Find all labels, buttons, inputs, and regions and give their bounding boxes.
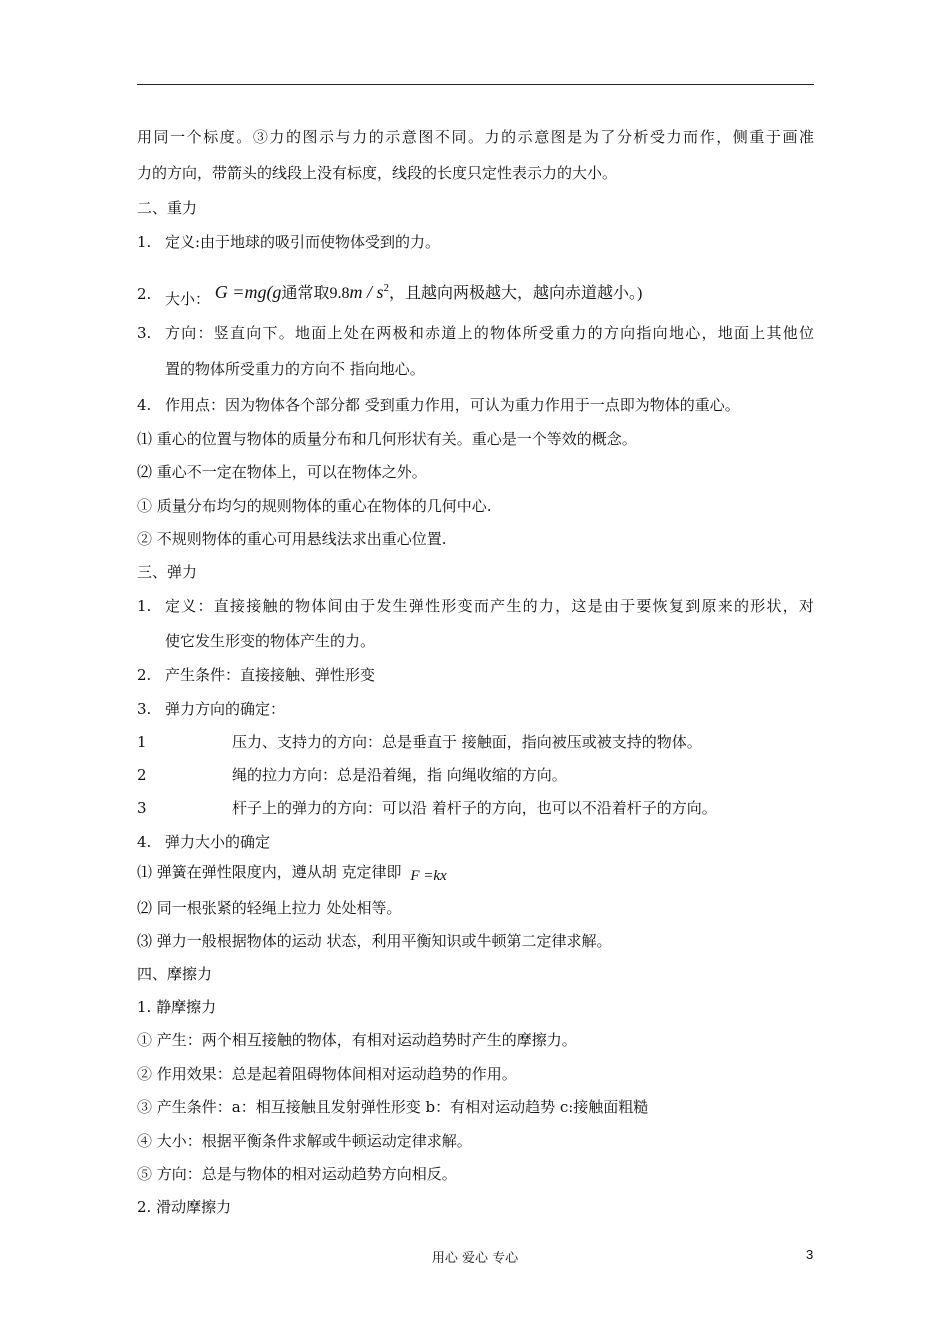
paragraph-line: 力的方向，带箭头的线段上没有标度，线段的长度只定性表示力的大小。 (137, 164, 618, 182)
list-item: ① 质量分布均匀的规则物体的重心在物体的几何中心. (137, 497, 492, 515)
gravity-formula (215, 282, 643, 302)
formula-text: 通常取9.8 (281, 285, 350, 302)
elastic-direction-heading: 弹力方向的确定： (165, 700, 286, 718)
formula-g-mg: G =mg(g (214, 282, 282, 302)
list-item: ⑵ 同一根张紧的轻绳上拉力 处处相等。 (137, 899, 402, 917)
item-number: 2 (137, 766, 147, 784)
footer-slogan: 用心 爱心 专心 (431, 1251, 519, 1266)
header-rule (137, 84, 814, 85)
formula-text-tail: ，且越向两极越大，越向赤道越小。) (388, 285, 643, 302)
list-item: ⑶ 弹力一般根据物体的运动 状态，利用平衡知识或牛顿第二定律求解。 (137, 932, 612, 950)
gravity-direction: 方向：竖直向下。地面上处在两极和赤道上的物体所受重力的方向指向地心，地面上其他位 (165, 324, 814, 342)
list-item: ⑴ 重心的位置与物体的质量分布和几何形状有关。重心是一个等效的概念。 (137, 430, 637, 448)
elastic-direction-3: 杆子上的弹力的方向：可以沿 着杆子的方向，也可以不沿着杆子的方向。 (232, 799, 717, 817)
elastic-magnitude-heading: 弹力大小的确定 (165, 833, 271, 851)
item-number: 3. (137, 700, 152, 718)
item-number: 3 (137, 799, 147, 817)
elastic-direction-1: 压力、支持力的方向：总是垂直于 接触面，指向被压或被支持的物体。 (232, 733, 702, 751)
hooke-formula: F =kx (410, 868, 447, 884)
magnitude-label: 大小： (165, 290, 211, 308)
subsection-sliding-friction: 2. 滑动摩擦力 (137, 1198, 232, 1216)
gravity-definition: 定义:由于地球的吸引而使物体受到的力。 (165, 233, 441, 251)
elastic-definition-cont: 使它发生形变的物体产生的力。 (165, 632, 376, 650)
page-number: 3 (806, 1247, 814, 1262)
item-number: 4. (137, 833, 152, 851)
section-heading-friction: 四、摩擦力 (137, 965, 213, 983)
list-item: ① 产生：两个相互接触的物体，有相对运动趋势时产生的摩擦力。 (137, 1031, 577, 1049)
list-item: ⑤ 方向：总是与物体的相对运动趋势方向相反。 (137, 1165, 457, 1183)
item-number: 1. (137, 233, 152, 251)
item-number: 4. (137, 396, 152, 414)
section-heading-gravity: 二、重力 (137, 199, 198, 217)
item-number: 2. (137, 285, 152, 303)
list-item: ⑵ 重心不一定在物体上，可以在物体之外。 (137, 463, 427, 481)
list-item: ② 作用效果：总是起着阻碍物体间相对运动趋势的作用。 (137, 1065, 517, 1083)
gravity-magnitude (165, 274, 642, 313)
list-item (137, 862, 447, 886)
subsection-static-friction: 1. 静摩擦力 (137, 998, 217, 1016)
list-item: ③ 产生条件：a：相互接触且发射弹性形变 b：有相对运动趋势 c:接触面粗糙 (137, 1098, 649, 1116)
hooke-text: ⑴ 弹簧在弹性限度内，遵从胡 克定律即 (137, 863, 402, 881)
elastic-condition: 产生条件：直接接触、弹性形变 (165, 666, 376, 684)
gravity-direction-cont: 置的物体所受重力的方向不 指向地心。 (165, 360, 425, 378)
item-number: 1 (137, 733, 147, 751)
paragraph-line: 用同一个标度。③力的图示与力的示意图不同。力的示意图是为了分析受力而作，侧重于画准 (137, 128, 814, 146)
formula-unit: m / s (349, 282, 384, 302)
formula-superscript: 2 (383, 282, 389, 294)
elastic-direction-2: 绳的拉力方向：总是沿着绳，指 向绳收缩的方向。 (232, 766, 567, 784)
elastic-definition: 定义：直接接触的物体间由于发生弹性形变而产生的力，这是由于要恢复到原来的形状，对 (165, 597, 814, 615)
list-item: ④ 大小：根据平衡条件求解或牛顿运动定律求解。 (137, 1132, 472, 1150)
list-item: ② 不规则物体的重心可用悬线法求出重心位置. (137, 530, 447, 548)
section-heading-elastic: 三、弹力 (137, 563, 198, 581)
item-number: 2. (137, 666, 152, 684)
item-number: 1. (137, 597, 152, 615)
item-number: 3. (137, 324, 152, 342)
gravity-point: 作用点：因为物体各个部分都 受到重力作用，可认为重力作用于一点即为物体的重心。 (165, 396, 740, 414)
